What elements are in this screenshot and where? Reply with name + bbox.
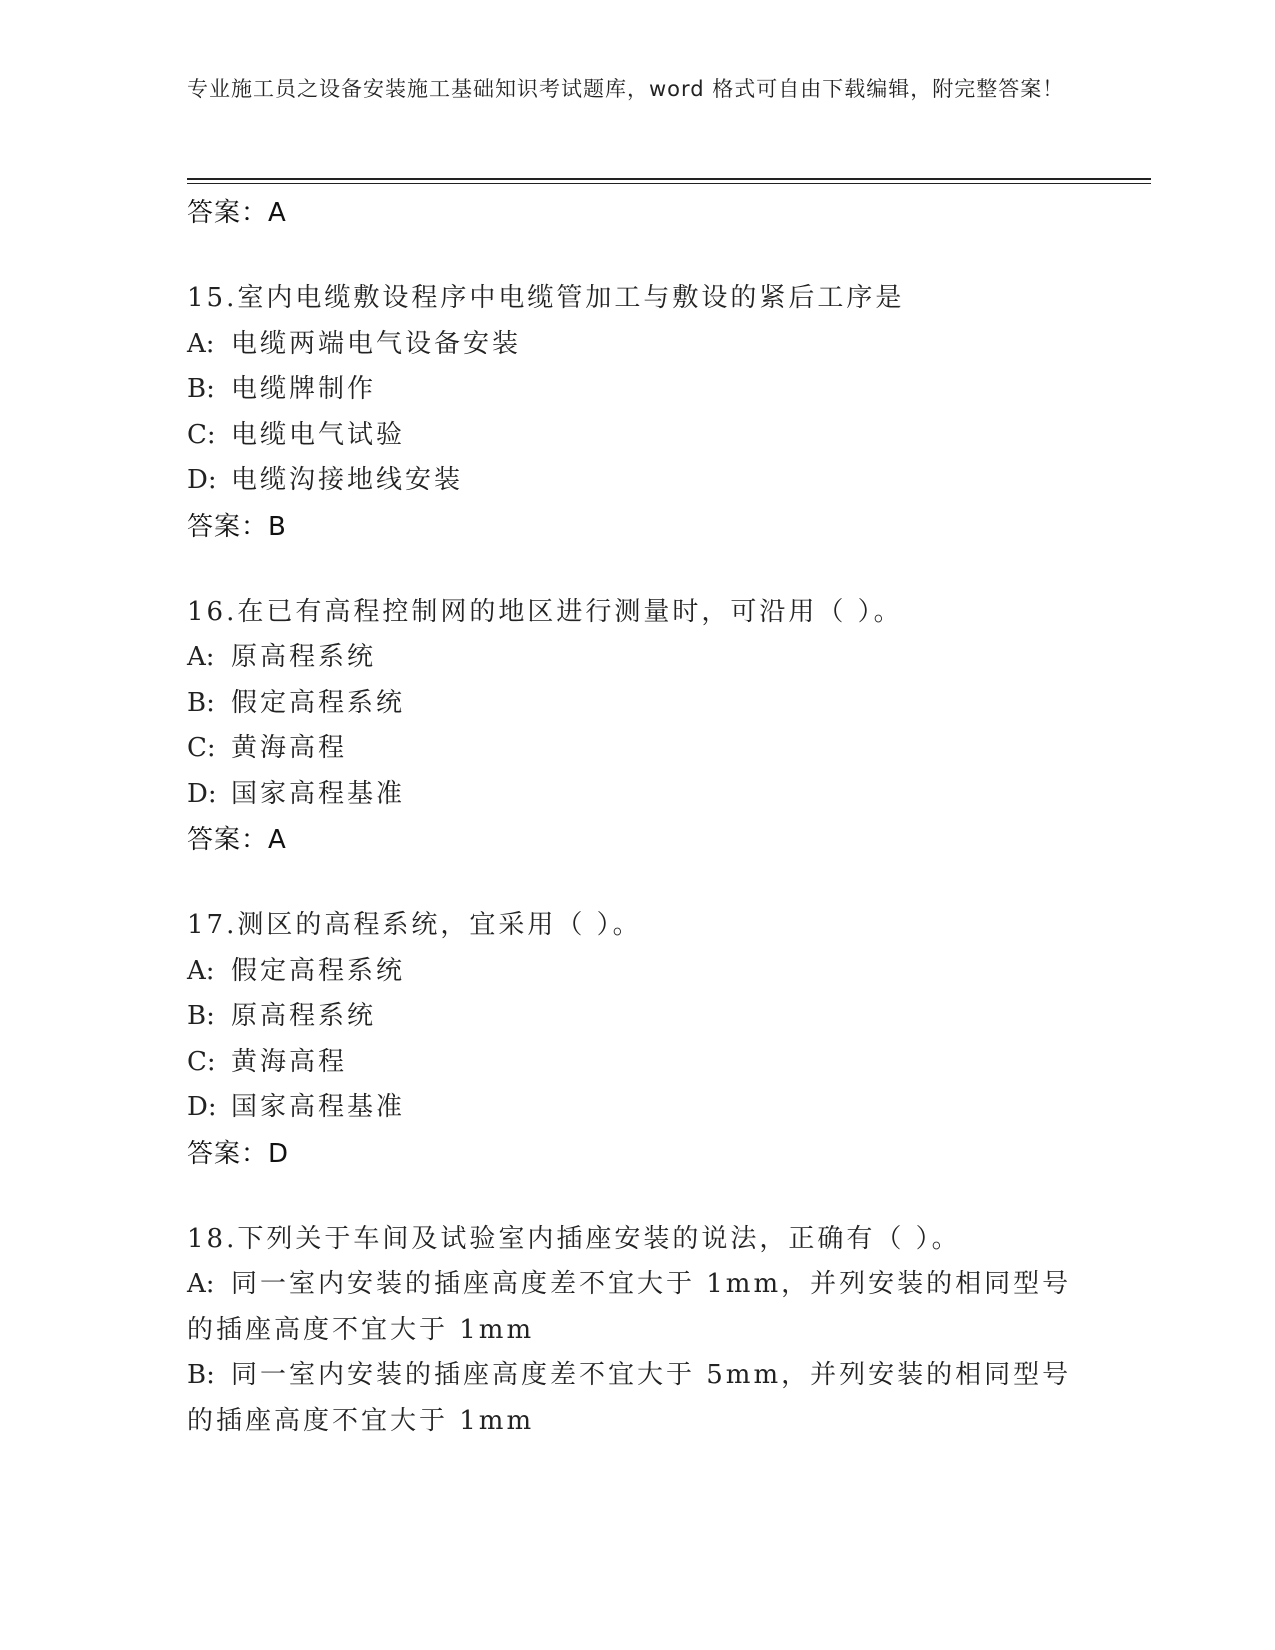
option-text: 黄海高程 — [231, 733, 348, 763]
option-text: 黄海高程 — [231, 1046, 348, 1077]
option-b — [187, 1353, 1087, 1444]
option-letter: B: — [187, 374, 215, 404]
option-c — [187, 1040, 1087, 1086]
header-divider-thick — [187, 178, 1151, 180]
option-letter: A: — [187, 1269, 215, 1299]
option-letter: C: — [187, 733, 216, 763]
option-text: 同一室内安装的插座高度差不宜大于 1mm，并列安装的相同型号的插座高度不宜大于 1mm — [187, 1269, 1072, 1345]
question-15 — [187, 276, 1087, 550]
option-b — [187, 367, 1087, 413]
option-letter: D: — [187, 778, 217, 809]
option-letter: C: — [187, 1046, 216, 1077]
option-text: 原高程系统 — [231, 1001, 377, 1031]
option-text: 假定高程系统 — [231, 687, 406, 718]
question-title: 18.下列关于车间及试验室内插座安装的说法，正确有（ ）。 — [187, 1223, 961, 1254]
option-a — [187, 949, 1087, 995]
question-answer: 答案：B — [187, 511, 287, 542]
option-letter: A: — [187, 328, 215, 359]
option-letter: A: — [187, 642, 215, 672]
option-text: 国家高程基准 — [231, 778, 406, 809]
option-a — [187, 635, 1087, 681]
document-header-description: 专业施工员之设备安装施工基础知识考试题库，word 格式可自由下载编辑，附完整答案！ — [187, 77, 1065, 101]
question-title: 15.室内电缆敷设程序中电缆管加工与敷设的紧后工序是 — [187, 283, 905, 313]
option-letter: D: — [187, 1092, 217, 1122]
option-text: 同一室内安装的插座高度差不宜大于 5mm，并列安装的相同型号的插座高度不宜大于 1mm — [187, 1360, 1072, 1436]
question-list — [187, 190, 1087, 1444]
option-b — [187, 681, 1087, 727]
option-d — [187, 772, 1087, 818]
option-letter: A: — [187, 955, 215, 986]
question-title: 17.测区的高程系统，宜采用（ ）。 — [187, 910, 642, 940]
header-divider-thin — [187, 183, 1151, 184]
option-text: 原高程系统 — [231, 642, 377, 672]
question-17 — [187, 903, 1087, 1177]
option-d — [187, 1085, 1087, 1131]
option-d — [187, 458, 1087, 504]
option-text: 电缆两端电气设备安装 — [231, 328, 522, 359]
option-b — [187, 994, 1087, 1040]
question-answer: 答案：D — [187, 1138, 290, 1169]
question-answer: 答案：A — [187, 825, 287, 855]
option-text: 电缆牌制作 — [231, 374, 377, 404]
option-c — [187, 726, 1087, 772]
option-text: 假定高程系统 — [231, 955, 406, 986]
option-letter: C: — [187, 419, 216, 450]
question-18 — [187, 1217, 1087, 1445]
option-letter: B: — [187, 1360, 215, 1390]
option-letter: B: — [187, 1001, 215, 1031]
option-c — [187, 413, 1087, 459]
option-a — [187, 1262, 1087, 1353]
option-a — [187, 322, 1087, 368]
option-text: 电缆电气试验 — [231, 419, 406, 450]
question-title: 16.在已有高程控制网的地区进行测量时，可沿用（ ）。 — [187, 596, 903, 627]
previous-question-answer: 答案：A — [187, 198, 287, 228]
option-text: 国家高程基准 — [231, 1092, 406, 1122]
option-text: 电缆沟接地线安装 — [231, 465, 464, 495]
option-letter: B: — [187, 687, 215, 718]
option-letter: D: — [187, 465, 217, 495]
question-16 — [187, 590, 1087, 864]
